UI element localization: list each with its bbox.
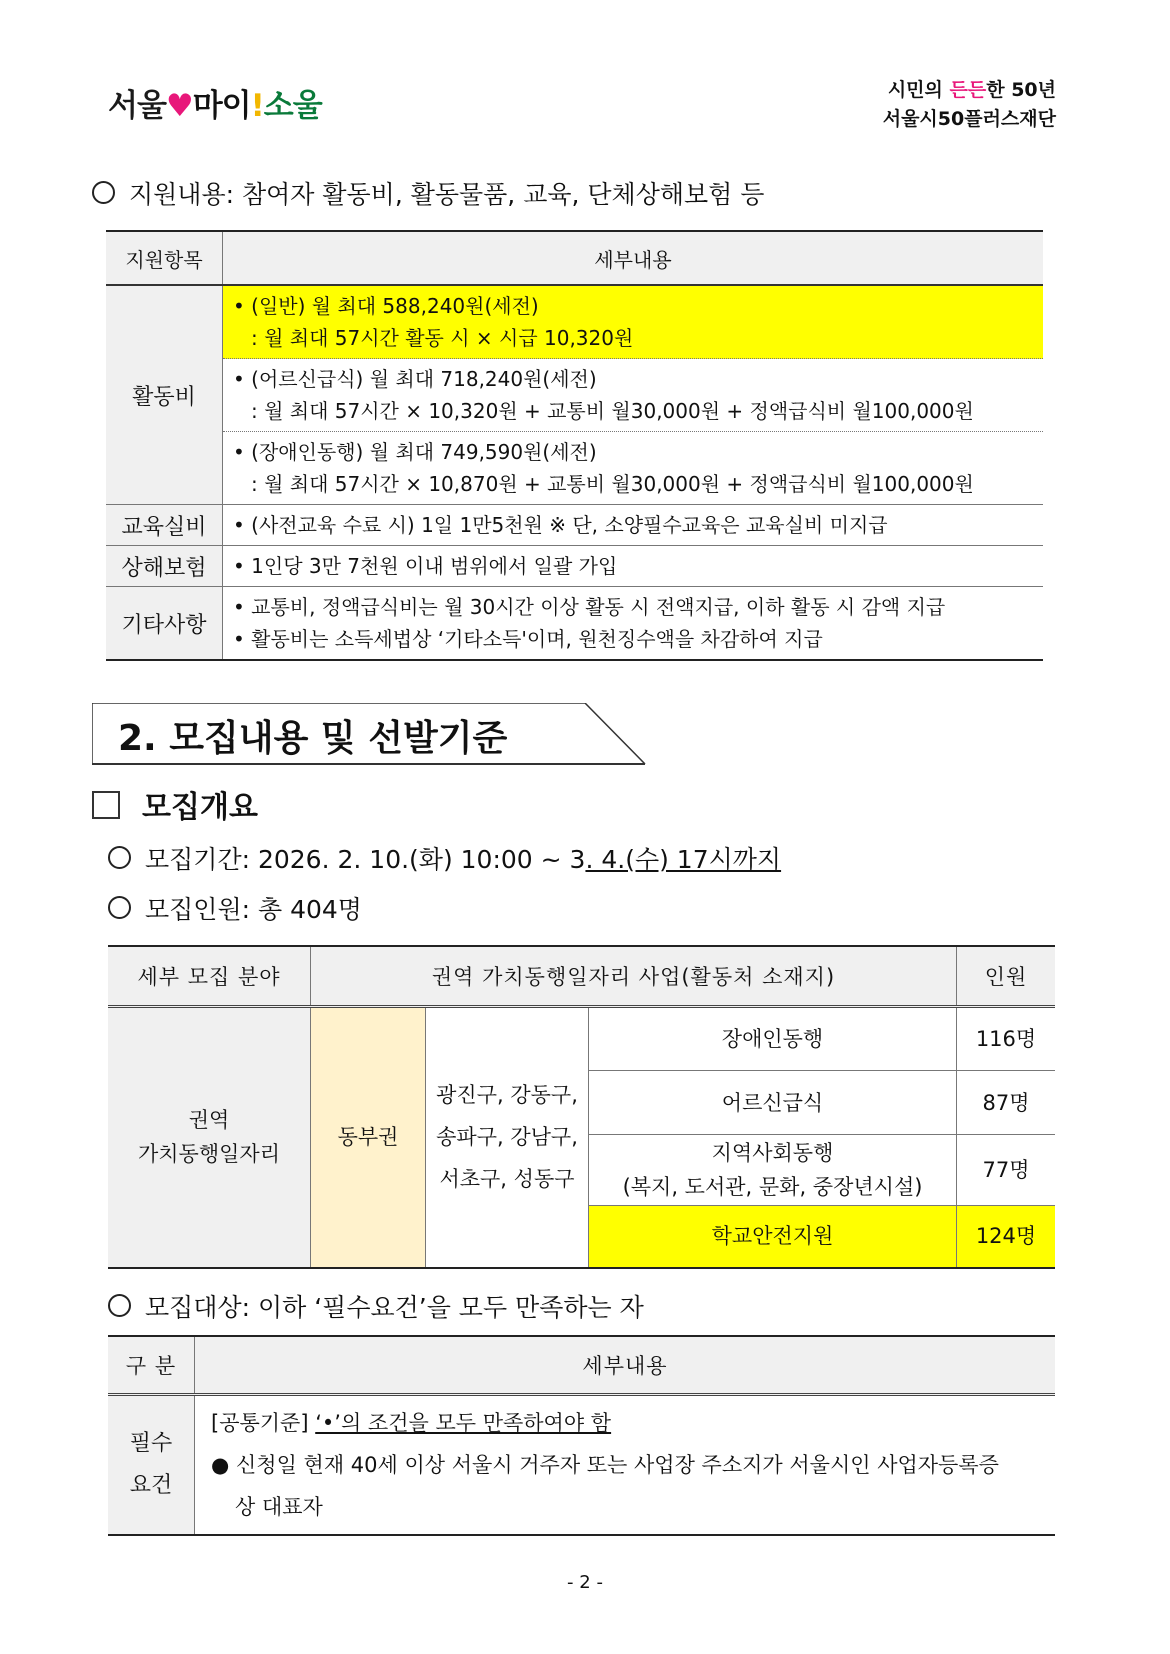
recruit-districts-line3: 서초구, 성동구 (439, 1167, 575, 1192)
heart-icon: ♥ (165, 88, 193, 124)
recruit-districts-line1: 광진구, 강동구, (436, 1083, 578, 1108)
circle-bullet-icon (108, 896, 131, 919)
recruit-count (108, 890, 362, 926)
insurance-label: 상해보험 (106, 546, 223, 587)
col-support-item: 지원항목 (106, 231, 223, 285)
recruit-activity-name: 어르신급식 (589, 1071, 957, 1135)
recruit-table-header (108, 946, 1055, 1007)
support-table (106, 230, 1043, 661)
support-table-header (106, 231, 1043, 285)
org-tagline-highlight: 든든 (949, 79, 987, 101)
activity-general-detail (223, 285, 1044, 359)
col-target-detail: 세부내용 (195, 1336, 1056, 1395)
col-recruit-count: 인원 (957, 946, 1056, 1007)
logo-part-mai: 마이 (192, 88, 251, 124)
etc-row (106, 587, 1043, 661)
recruit-activity-name (589, 1135, 957, 1206)
required-item-line1: ● 신청일 현재 40세 이상 서울시 거주자 또는 사업장 주소지가 서울시인 사업자등록증 (211, 1453, 999, 1477)
activity-meal-line1: • (어르신급식) 월 최대 718,240원(세전) (233, 367, 597, 391)
required-detail (195, 1395, 1056, 1536)
activity-row-meal (106, 359, 1043, 432)
section-title: 2. 모집내용 및 선발기준 (118, 718, 508, 759)
recruit-activity-name: 학교안전지원 (589, 1206, 957, 1268)
logo-part-soul: 소울 (263, 88, 322, 124)
target-heading (108, 1288, 644, 1324)
activity-general-line1: • (일반) 월 최대 588,240원(세전) (233, 294, 539, 318)
support-heading (92, 175, 764, 211)
insurance-row (106, 546, 1043, 587)
etc-line2: • 활동비는 소득세법상 ‘기타소득'이며, 원천징수액을 차감하여 지급 (233, 627, 823, 651)
common-standard-text: ‘•’의 조건을 모두 만족하여야 함 (315, 1411, 612, 1435)
exclamation-icon: ! (250, 88, 264, 124)
education-detail: • (사전교육 수료 시) 1일 1만5천원 ※ 단, 소양필수교육은 교육실비 미지급 (223, 505, 1044, 546)
recruit-districts (426, 1007, 589, 1268)
recruit-period-end: . 4.(수) 17시까지 (585, 845, 782, 874)
recruit-activity-name-line2: (복지, 도서관, 문화, 중장년시설) (622, 1175, 923, 1199)
activity-row-general (106, 285, 1043, 359)
circle-bullet-icon (92, 181, 115, 204)
recruit-category-line2: 가치동행일자리 (137, 1142, 280, 1167)
org-tagline-b: 한 50년 (986, 79, 1056, 101)
insurance-detail: • 1인당 3만 7천원 이내 범위에서 일괄 가입 (223, 546, 1044, 587)
etc-label: 기타사항 (106, 587, 223, 661)
logo-part-seoul: 서울 (108, 88, 166, 124)
target-heading-text: 모집대상: 이하 ‘필수요건’을 모두 만족하는 자 (145, 1293, 644, 1322)
col-recruit-field: 세부 모집 분야 (108, 946, 311, 1007)
activity-general-line2: : 월 최대 57시간 활동 시 × 시급 10,320원 (251, 326, 634, 350)
activity-fee-label: 활동비 (106, 285, 223, 505)
recruit-row-disabled (108, 1007, 1055, 1071)
activity-row-disabled (106, 432, 1043, 505)
required-item-line2: 상 대표자 (235, 1495, 323, 1519)
organization-name (883, 76, 1056, 134)
recruit-overview-heading (92, 782, 258, 826)
recruit-activity-count: 116명 (957, 1007, 1056, 1071)
required-label (108, 1395, 195, 1536)
col-support-detail: 세부내용 (223, 231, 1044, 285)
recruit-period (108, 840, 781, 876)
required-label-line2: 요건 (129, 1473, 173, 1498)
recruit-activity-count: 124명 (957, 1206, 1056, 1268)
activity-disabled-line1: • (장애인동행) 월 최대 749,590원(세전) (233, 440, 597, 464)
col-recruit-project: 권역 가치동행일자리 사업(활동처 소재지) (311, 946, 957, 1007)
seoul-my-soul-logo (108, 80, 322, 125)
target-table-header (108, 1336, 1055, 1395)
activity-disabled-detail (223, 432, 1044, 505)
recruit-table (108, 945, 1055, 1269)
target-row-required (108, 1395, 1055, 1536)
recruit-category-line1: 권역 (188, 1108, 230, 1133)
recruit-region: 동부권 (311, 1007, 426, 1268)
common-standard-prefix: [공통기준] (211, 1411, 316, 1435)
etc-detail (223, 587, 1044, 661)
recruit-period-text: 모집기간: 2026. 2. 10.(화) 10:00 ~ 3 (145, 845, 586, 874)
circle-bullet-icon (108, 1294, 131, 1317)
activity-meal-line2: : 월 최대 57시간 × 10,320원 + 교통비 월30,000원 + 정액급식비 월100,000원 (251, 399, 974, 423)
col-target-category: 구 분 (108, 1336, 195, 1395)
recruit-count-text: 모집인원: 총 404명 (145, 895, 362, 924)
required-label-line1: 필수 (129, 1431, 173, 1456)
org-tagline-a: 시민의 (887, 79, 950, 101)
circle-bullet-icon (108, 846, 131, 869)
org-title: 서울시50플러스재단 (882, 108, 1056, 130)
square-bullet-icon (92, 791, 120, 819)
education-row (106, 505, 1043, 546)
recruit-overview-text: 모집개요 (142, 790, 258, 825)
education-label: 교육실비 (106, 505, 223, 546)
target-table (108, 1335, 1055, 1536)
recruit-activity-name: 장애인동행 (589, 1007, 957, 1071)
recruit-category (108, 1007, 311, 1268)
activity-disabled-line2: : 월 최대 57시간 × 10,870원 + 교통비 월30,000원 + 정액급식비 월100,000원 (251, 472, 974, 496)
activity-meal-detail (223, 359, 1044, 432)
recruit-districts-line2: 송파구, 강남구, (436, 1125, 578, 1150)
recruit-activity-count: 87명 (957, 1071, 1056, 1135)
recruit-activity-name-line1: 지역사회동행 (711, 1141, 834, 1165)
page-number: - 2 - (567, 1572, 603, 1593)
etc-line1: • 교통비, 정액급식비는 월 30시간 이상 활동 시 전액지급, 이하 활동 시 감액 지급 (233, 595, 946, 619)
recruit-activity-count: 77명 (957, 1135, 1056, 1206)
support-heading-text: 지원내용: 참여자 활동비, 활동물품, 교육, 단체상해보험 등 (129, 180, 765, 209)
